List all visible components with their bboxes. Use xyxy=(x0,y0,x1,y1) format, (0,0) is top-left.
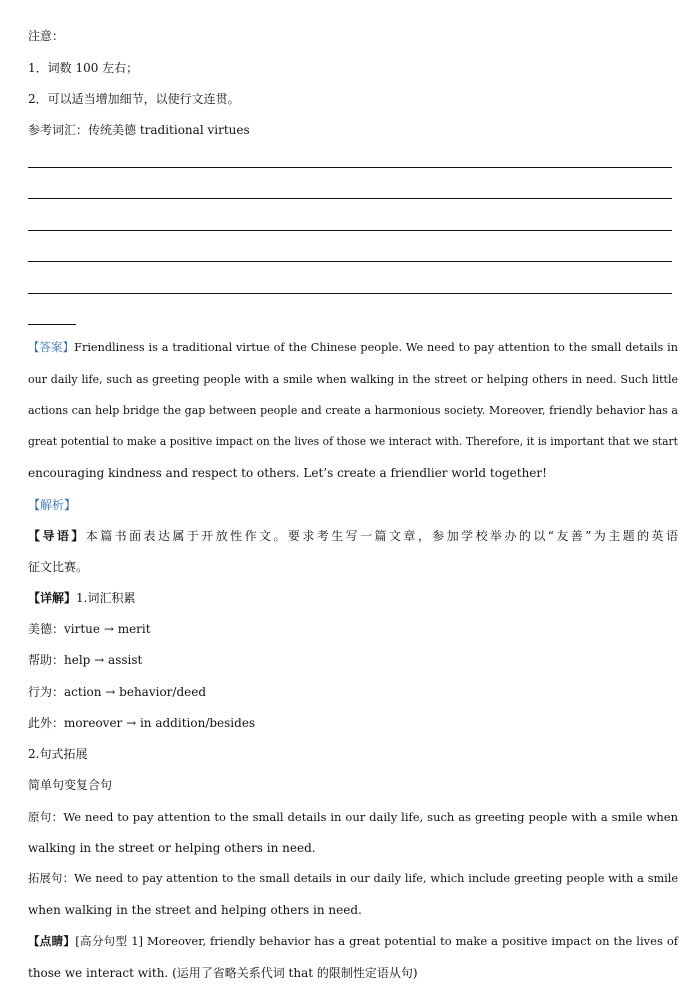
original-sentence-line-2: walking in the street or helping others in need. xyxy=(28,841,316,855)
answer-line-2: our daily life, such as greeting people with a smile when walking in the street or helping others in need. Such little xyxy=(28,373,678,386)
writing-line-5 xyxy=(28,293,672,294)
vocab-item-4: 此外：moreover → in addition/besides xyxy=(28,716,256,730)
writing-line-end xyxy=(28,324,76,325)
answer-label: 【答案】 xyxy=(28,341,75,354)
vocab-item-3: 行为：action → behavior/deed xyxy=(28,685,207,699)
extended-sentence-line-1: 拓展句：We need to pay attention to the small details in our daily life, which include greeting people with a smile xyxy=(28,872,678,885)
detail-label: 【详解】 xyxy=(28,591,77,605)
writing-line-1 xyxy=(28,167,672,168)
analysis-label: 【解析】 xyxy=(28,498,77,512)
vocab-item-2: 帮助：help → assist xyxy=(28,653,143,667)
notes-title: 注意： xyxy=(28,29,65,43)
answer-line-4: great potential to make a positive impact on the lives of those we interact with. Therefore, it is important that we start xyxy=(28,435,678,448)
notes-item-2: 2．可以适当增加细节，以使行文连贯。 xyxy=(28,92,240,106)
guide-line-1: 【导语】本篇书面表达属于开放性作文。要求考生写一篇文章，参加学校举办的以“友善”为主题的英语 xyxy=(28,529,678,543)
original-sentence-line-1: 原句：We need to pay attention to the small details in our daily life, such as greeting people with a smile when xyxy=(28,810,678,824)
vocab-item-1: 美德：virtue → merit xyxy=(28,622,151,636)
section-2-subtitle: 简单句变复合句 xyxy=(28,778,113,792)
extended-sentence-line-2: when walking in the street and helping others in need. xyxy=(28,903,362,917)
writing-line-4 xyxy=(28,261,672,262)
tip-line-1: 【点睛】[高分句型 1] Moreover, friendly behavior has a great potential to make a positive impact on the lives of xyxy=(28,934,679,948)
detail-line xyxy=(28,590,135,606)
writing-line-3 xyxy=(28,230,672,231)
detail-title: 1.词汇积累 xyxy=(76,591,136,605)
tip-label: 【点睛】 xyxy=(28,934,76,948)
guide-label: 【导语】 xyxy=(28,529,86,543)
notes-vocab: 参考词汇：传统美德 traditional virtues xyxy=(28,123,250,137)
answer-line-3: actions can help bridge the gap between people and create a harmonious society. Moreover, friendly behavior has a xyxy=(28,404,678,417)
tip-line-2: those we interact with. (运用了省略关系代词 that 的限制性定语从句) xyxy=(28,966,418,980)
section-2-title: 2.句式拓展 xyxy=(28,747,88,761)
writing-line-2 xyxy=(28,198,672,199)
answer-line-5: encouraging kindness and respect to others. Let’s create a friendlier world together! xyxy=(28,466,547,480)
answer-line-1: 【答案】Friendliness is a traditional virtue of the Chinese people. We need to pay attention to the small details in xyxy=(28,341,678,354)
notes-item-1: 1．词数 100 左右； xyxy=(28,61,139,75)
guide-line-2: 征文比赛。 xyxy=(28,560,89,574)
